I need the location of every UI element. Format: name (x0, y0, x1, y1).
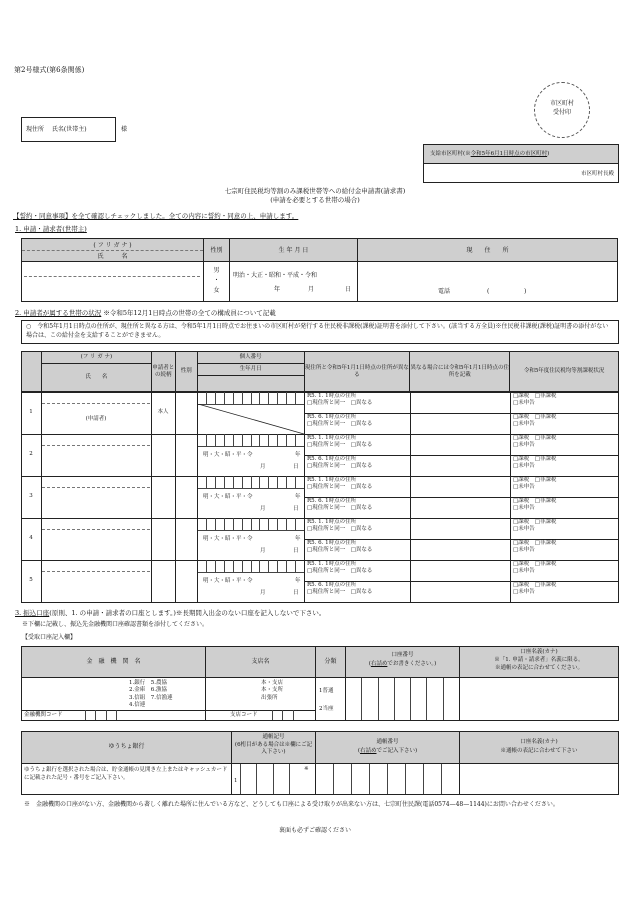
hh-dob-day: 日 (293, 548, 299, 554)
hh-r5-jan: R5. 1. 1時点の住所 (307, 561, 357, 567)
hh-tax-taxed-2[interactable]: □課税 □非課税 (513, 498, 557, 504)
hh-row-divider (151, 518, 152, 560)
hh-row-no: 5 (29, 577, 33, 583)
hh-tax-unfiled-2[interactable]: □未申告 (513, 420, 535, 427)
type-head: 分類 (324, 658, 337, 665)
section1-heading: 1. 申請・請求者(世帯主) (15, 225, 87, 233)
s1-month: 月 (308, 286, 315, 293)
s1-phone-close: ) (524, 288, 527, 295)
payer-title-underlined: 令和5年6月1日時点の市区町村 (470, 151, 548, 157)
s1-furigana-line (24, 276, 200, 277)
stamp-line1: 市区町村 (549, 100, 574, 107)
gender-female[interactable]: 女 (213, 287, 220, 295)
bank-type-1[interactable]: 1.銀行 (129, 680, 146, 686)
passbook-code-lead: 1 (234, 778, 238, 784)
hh-row-divider (151, 434, 152, 476)
acct-no-pre: ( (368, 661, 371, 667)
payer-title-suffix: ) (547, 151, 550, 157)
bank-code-cells[interactable] (85, 710, 126, 720)
hh-tax-unfiled-2[interactable]: □未申告 (513, 588, 535, 595)
hh-row-no: 2 (29, 451, 33, 457)
branch-type-2[interactable]: 本・支所 (261, 687, 284, 694)
s1-phone-open: ( (487, 288, 490, 295)
holder-note1: ※「1. 申請・請求者」名義に限る。 (494, 657, 584, 663)
hh-tax-status[interactable] (513, 519, 556, 533)
hh-self-relation: 本人 (157, 409, 169, 415)
hh-row-divider (175, 518, 176, 560)
passbook-no-head: 通帳番号 (376, 739, 399, 745)
hh-address-cmp-jun[interactable] (307, 414, 372, 428)
yucho-holder-head: 口座名義(カナ) (520, 739, 558, 745)
passbook-code-head: 通帳記号 (262, 734, 285, 740)
hh-row-divider (41, 518, 42, 560)
hh-mynumber-cells[interactable] (198, 476, 304, 489)
payer-field[interactable] (423, 163, 619, 183)
s1-furigana-divider (22, 250, 203, 251)
acct-no-head: 口座番号 (391, 652, 414, 658)
hh-address-cmp[interactable] (307, 435, 372, 449)
hh-dob-year: 年 (295, 536, 301, 542)
passbook-no-underlined: 右詰め (359, 748, 377, 754)
hh-tax-status-jun[interactable] (513, 540, 556, 554)
s1-hline (21, 261, 618, 262)
hh-r5-jan-check[interactable]: □現住所と同一 □異なる (307, 441, 373, 448)
hh-dob-day: 日 (293, 590, 299, 596)
holder-note2: ※通帳の表記に合わせてください。 (494, 665, 583, 671)
stamp-line2: 受付印 (552, 109, 571, 116)
hh-tax-taxed[interactable]: □課税 □非課税 (513, 477, 557, 483)
hh-dob-day: 日 (293, 464, 299, 470)
hh-tax-taxed[interactable]: □課税 □非課税 (513, 519, 557, 525)
hh-self-name: (申請者) (85, 416, 107, 422)
hh-dob-month: 月 (260, 464, 266, 470)
hh-r5-jun: R5. 6. 1時点の住所 (307, 498, 357, 504)
hh-head-tax: 令和5年度住民税均等割課税状況 (510, 352, 619, 392)
yucho-note: ゆうちょ銀行を選択された場合は、貯金通帳の見開き左上またはキャッシュカードに記載された記号・番号をご記入下さい。 (24, 767, 228, 781)
hh-row-divider (151, 560, 152, 602)
s1-name-label: 氏 名 (97, 253, 128, 260)
hh-dob-month: 月 (260, 548, 266, 554)
bank-type-2[interactable]: 2.金庫 (129, 687, 146, 694)
hh-dob-eras[interactable]: 明・大・昭・平・令 (203, 494, 253, 500)
hh-furigana-line[interactable] (42, 487, 150, 488)
hh-address-cmp-jun[interactable] (307, 582, 372, 596)
payer-title-prefix: 支給市区町村(※ (430, 151, 471, 157)
hh-furigana-line[interactable] (42, 529, 150, 530)
gender-dot: ・ (213, 277, 220, 285)
s1-day: 日 (345, 286, 352, 293)
bank-type-5[interactable]: 5.農協 (150, 680, 168, 686)
passbook-no-cells[interactable] (316, 764, 459, 794)
hh-r5-jun-check[interactable]: □現住所と同一 □異なる (307, 504, 373, 511)
section3-heading: 3. 振込口座 (15, 609, 50, 617)
passbook-no-post: でご記入下さい) (376, 748, 418, 754)
bank-name-head: 金 融 機 関 名 (86, 658, 141, 665)
hh-row-no: 4 (29, 535, 33, 541)
pledge-text: 【誓約・同意事項】を全て確認しチェックしました。全ての内容に誓約・同意の上、申請します。 (13, 212, 299, 220)
bank-code-label: 金融機関コード (24, 712, 63, 718)
bank-type-6[interactable]: 6.漁協 (150, 687, 168, 694)
hh-tax-unfiled[interactable]: □未申告 (513, 399, 535, 406)
hh-head-dob: 生年月日 (197, 364, 304, 376)
hh-tax-unfiled-2[interactable]: □未申告 (513, 546, 535, 553)
hh-dob-month: 月 (260, 590, 266, 596)
hh-address-cmp[interactable] (307, 393, 372, 407)
bank-type-7[interactable]: 7.信漁連 (150, 694, 173, 701)
page-subtitle: (申請を必要とする世帯の場合) (270, 196, 360, 204)
hh-r5-jan: R5. 1. 1時点の住所 (307, 519, 357, 525)
hh-dob-year: 年 (295, 578, 301, 584)
bank-type-4[interactable]: 4.信連 (129, 702, 146, 709)
hh-head-relation: 申請者との続柄 (151, 352, 175, 392)
hh-tax-taxed[interactable]: □課税 □非課税 (513, 393, 557, 399)
page-title: 七宗町住民税均等割のみ課税世帯等への給付金申請書(請求書) (224, 187, 406, 195)
hh-tax-unfiled-2[interactable]: □未申告 (513, 462, 535, 469)
applicant-box[interactable] (21, 117, 116, 142)
hh-r5-jun: R5. 6. 1時点の住所 (307, 540, 357, 546)
s1-phone: 電話 (438, 288, 451, 295)
hh-head-no (22, 352, 42, 392)
branch-type-options[interactable] (261, 680, 283, 702)
hh-address-cmp[interactable] (307, 477, 372, 491)
hh-row-divider (175, 434, 176, 476)
hh-row-divider (41, 392, 42, 434)
hh-address-cmp-jun[interactable] (307, 540, 372, 554)
hh-r5-jun: R5. 6. 1時点の住所 (307, 456, 357, 462)
hh-r5-jan: R5. 1. 1時点の住所 (307, 435, 357, 441)
hh-row-divider (41, 476, 42, 518)
yucho-head: ゆうちょ銀行 (108, 743, 145, 750)
hh-mynumber-cells[interactable] (198, 560, 304, 573)
hh-row-divider (41, 434, 42, 476)
hh-tax-status-jun[interactable] (513, 498, 556, 512)
hh-tax-status[interactable] (513, 435, 556, 449)
section2-note: ○ 令和5年1月1日時点の住所が、現住所と異なる方は、令和5年1月1日時点でお住まいの市区町村が発行する住民税非課税(課税)証明書を添付して下さい。(該当する方全員)※住民税非課税(課税)証明書の添付がない場合は、この給付金を支給することができません。 (21, 320, 619, 344)
yucho-holder-note: ※通帳の表記に合わせて下さい (500, 748, 578, 754)
hh-tax-status[interactable] (513, 561, 556, 575)
acct-type-1[interactable]: 1普通 (319, 688, 334, 694)
hh-tax-taxed[interactable]: □課税 □非課税 (513, 435, 557, 441)
branch-name-head: 支店名 (251, 658, 270, 665)
hh-r5-jan: R5. 1. 1時点の住所 (307, 393, 357, 399)
s1-gender-label: 性別 (210, 247, 223, 254)
hh-row-divider (151, 476, 152, 518)
address-label: 現住所 (26, 126, 45, 133)
hh-row-divider (175, 392, 176, 434)
hh-tax-unfiled[interactable]: □未申告 (513, 567, 535, 574)
hh-dob-eras[interactable]: 明・大・昭・平・令 (203, 452, 253, 458)
hh-address-cmp[interactable] (307, 561, 372, 575)
branch-type-1[interactable]: 本・支店 (261, 680, 284, 686)
hh-r5-jan-check[interactable]: □現住所と同一 □異なる (307, 483, 373, 490)
hh-address-cmp[interactable] (307, 519, 372, 533)
hh-head-diff: 異なる場合には令和5年1月1日時点の住所を記載 (410, 352, 510, 392)
acct-no-post: でお書きください。) (387, 661, 437, 667)
section3-heading-note: (原則、1. の申請・請求者の口座とします。)※長期間入出金のない口座を記入しないで下さい。 (49, 609, 326, 617)
hh-r5-jun-check[interactable]: □現住所と同一 □異なる (307, 546, 373, 553)
hh-dob-month: 月 (260, 506, 266, 512)
branch-code-label: 支店コード (230, 712, 258, 718)
hh-furigana-line[interactable] (42, 403, 150, 404)
passbook-code-note: (6桁目がある場合は※欄にご記入下さい) (234, 742, 313, 755)
footer-back: 裏面も必ずご確認ください (278, 827, 351, 834)
hh-head-address-cmp: 現住所と令和5年1月1日時点の住所が異なる (304, 352, 410, 392)
hh-furigana-line[interactable] (42, 571, 150, 572)
payer-header (423, 144, 619, 164)
hh-tax-status-jun[interactable] (513, 456, 556, 470)
bank-hline (21, 677, 619, 678)
hh-tax-unfiled-2[interactable]: □未申告 (513, 504, 535, 511)
section2-heading: 2. 申請者が属する世帯の状況 (15, 309, 102, 317)
hh-row-divider (175, 560, 176, 602)
hh-tax-taxed-2[interactable]: □課税 □非課税 (513, 582, 557, 588)
hh-mynumber-cells[interactable] (198, 434, 304, 447)
household-table (21, 351, 619, 392)
hh-r5-jun-check[interactable]: □現住所と同一 □異なる (307, 588, 373, 595)
hh-dob-eras[interactable]: 明・大・昭・平・令 (203, 578, 253, 584)
hh-head-gender: 性別 (175, 352, 197, 392)
hh-head-name: 氏 名 (41, 364, 151, 392)
hh-row-divider (175, 476, 176, 518)
hh-tax-taxed-2[interactable]: □課税 □非課税 (513, 540, 557, 546)
bank-type-3[interactable]: 3.信組 (129, 694, 146, 701)
hh-head-spacer (197, 376, 304, 392)
hh-address-cmp-jun[interactable] (307, 498, 372, 512)
form-label: 第2号様式(第6条関係) (14, 66, 85, 74)
holder-head: 口座名義(カナ) (520, 649, 558, 655)
hh-r5-jan-check[interactable]: □現住所と同一 □異なる (307, 567, 373, 574)
s1-address-label: 現 住 所 (466, 247, 509, 254)
honorific: 様 (121, 126, 128, 133)
hh-furigana-line[interactable] (42, 445, 150, 446)
hh-r5-jan-check[interactable]: □現住所と同一 □異なる (307, 399, 373, 406)
hh-tax-unfiled[interactable]: □未申告 (513, 441, 535, 448)
hh-r5-jan-check[interactable]: □現住所と同一 □異なる (307, 525, 373, 532)
hh-tax-unfiled[interactable]: □未申告 (513, 525, 535, 532)
hh-r5-jun-check[interactable]: □現住所と同一 □異なる (307, 462, 373, 469)
passbook-no-pre: ( (357, 748, 360, 754)
hh-tax-status-jun[interactable] (513, 582, 556, 596)
s1-eras[interactable]: 明治・大正・昭和・平成・令和 (233, 272, 318, 279)
section2-heading-note: ※令和5年12月1日時点の世帯の全ての構成員について記載 (103, 309, 276, 317)
hh-dob-year: 年 (295, 452, 301, 458)
hh-row-no: 1 (29, 409, 33, 415)
entry-label: 【受取口座記入欄】 (22, 634, 77, 641)
hh-tax-status-jun[interactable] (513, 414, 556, 428)
s1-furigana-label: ( フ リ ガ ナ ) (93, 242, 132, 249)
hh-tax-taxed-2[interactable]: □課税 □非課税 (513, 414, 557, 420)
s1-dob-label: 生 年 月 日 (278, 247, 309, 254)
hh-tax-taxed[interactable]: □課税 □非課税 (513, 561, 557, 567)
footer-note: ※ 金融機関の口座がない方、金融機関から著しく離れた場所に住んでいる方など、どうしても口座による受け取りが出来ない方は、七宗町住民課(電話0574—48—1144)にお問い合わせください。 (24, 801, 559, 808)
hh-head-mynumber: 個人番号 (197, 352, 304, 364)
hh-self-dob-strike (198, 404, 304, 434)
gender-male[interactable]: 男 (213, 267, 220, 274)
hh-tax-unfiled[interactable]: □未申告 (513, 483, 535, 490)
bank-type-options[interactable] (129, 680, 173, 710)
hh-r5-jun: R5. 6. 1時点の住所 (307, 582, 357, 588)
branch-code-cells[interactable] (272, 710, 303, 720)
hh-r5-jun: R5. 6. 1時点の住所 (307, 414, 357, 420)
name-label: 氏名(世帯主) (51, 126, 87, 133)
mayor-label: 市区町村長殿 (580, 171, 614, 177)
hh-r5-jun-check[interactable]: □現住所と同一 □異なる (307, 420, 373, 427)
acct-type-2[interactable]: 2当座 (319, 706, 334, 712)
hh-tax-taxed-2[interactable]: □課税 □非課税 (513, 456, 557, 462)
passbook-code-cells[interactable] (240, 764, 305, 794)
acct-no-underlined: 右詰め (370, 661, 388, 667)
hh-row-no: 3 (29, 493, 33, 499)
s1-year: 年 (274, 286, 281, 293)
hh-dob-year: 年 (295, 494, 301, 500)
branch-type-3[interactable]: 出張所 (261, 694, 278, 701)
hh-head-furigana: (フ リ ガ ナ) (41, 352, 151, 364)
reception-stamp (534, 82, 590, 138)
hh-mynumber-cells[interactable] (198, 518, 304, 531)
hh-dob-day: 日 (293, 506, 299, 512)
acct-no-cells[interactable] (346, 678, 459, 720)
section3-subnote: ※下欄に記載し、振込先金融機関口座確認書類を添付してください。 (22, 621, 209, 628)
s1-gender-options[interactable] (204, 266, 229, 297)
hh-address-cmp-jun[interactable] (307, 456, 372, 470)
hh-r5-jan: R5. 1. 1時点の住所 (307, 477, 357, 483)
hh-tax-status[interactable] (513, 477, 556, 491)
hh-tax-status[interactable] (513, 393, 556, 407)
hh-dob-eras[interactable]: 明・大・昭・平・令 (203, 536, 253, 542)
passbook-code-star: ※ (304, 766, 309, 772)
hh-row-divider (41, 560, 42, 602)
